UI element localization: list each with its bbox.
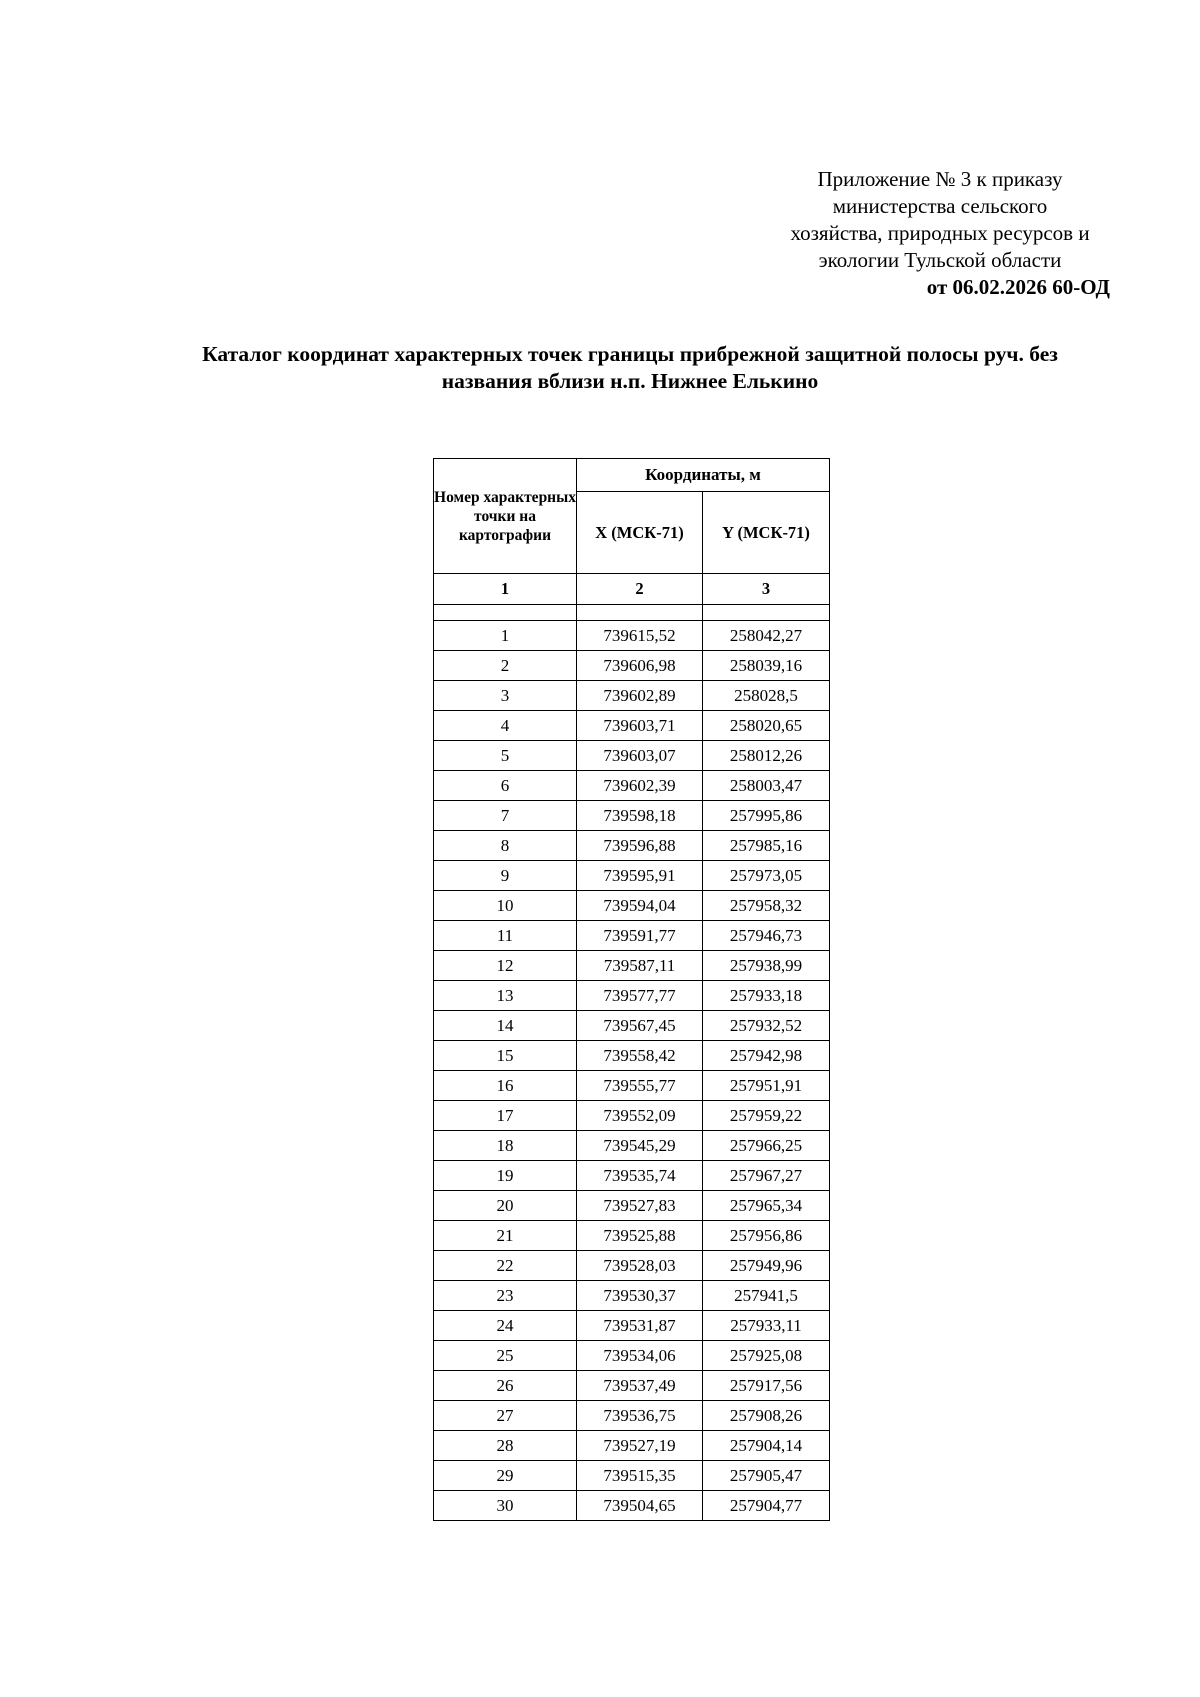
y-coordinate-cell: 257917,56 [703, 1371, 830, 1401]
point-number-cell: 17 [434, 1101, 577, 1131]
x-coordinate-cell: 739602,89 [577, 681, 703, 711]
table-row [434, 801, 830, 831]
y-coordinate-cell: 257905,47 [703, 1461, 830, 1491]
point-number-header: Номер характерных точки на картографии [434, 459, 577, 574]
point-number-cell: 24 [434, 1311, 577, 1341]
appendix-block [770, 166, 1110, 274]
y-coordinate-cell: 258012,26 [703, 741, 830, 771]
point-number-cell: 11 [434, 921, 577, 951]
point-number-cell: 9 [434, 861, 577, 891]
point-number-cell: 1 [434, 621, 577, 651]
y-coordinate-cell: 257904,14 [703, 1431, 830, 1461]
point-number-cell: 13 [434, 981, 577, 1011]
point-number-cell: 2 [434, 651, 577, 681]
x-coordinate-cell: 739535,74 [577, 1161, 703, 1191]
table-row [434, 1371, 830, 1401]
table-row [434, 1161, 830, 1191]
table-row [434, 1071, 830, 1101]
table-row [434, 1281, 830, 1311]
y-coordinate-cell: 257933,11 [703, 1311, 830, 1341]
x-column-header: X (МСК-71) [577, 492, 703, 574]
point-number-cell: 23 [434, 1281, 577, 1311]
y-coordinate-cell: 257941,5 [703, 1281, 830, 1311]
column-number: 1 [434, 574, 577, 605]
appendix-line: экологии Тульской области [818, 248, 1062, 272]
y-coordinate-cell: 257949,96 [703, 1251, 830, 1281]
y-coordinate-cell: 257959,22 [703, 1101, 830, 1131]
y-coordinate-cell: 257925,08 [703, 1341, 830, 1371]
x-coordinate-cell: 739545,29 [577, 1131, 703, 1161]
table-row [434, 621, 830, 651]
x-coordinate-cell: 739594,04 [577, 891, 703, 921]
table-row [434, 921, 830, 951]
x-coordinate-cell: 739558,42 [577, 1041, 703, 1071]
x-coordinate-cell: 739615,52 [577, 621, 703, 651]
point-number-cell: 29 [434, 1461, 577, 1491]
y-coordinate-cell: 257904,77 [703, 1491, 830, 1521]
point-number-cell: 10 [434, 891, 577, 921]
order-reference: от 06.02.2026 60-ОД [926, 275, 1110, 299]
y-coordinate-cell: 258042,27 [703, 621, 830, 651]
x-coordinate-cell: 739577,77 [577, 981, 703, 1011]
point-number-cell: 19 [434, 1161, 577, 1191]
y-coordinate-cell: 257932,52 [703, 1011, 830, 1041]
table-row [434, 711, 830, 741]
table-row [434, 861, 830, 891]
point-number-cell: 22 [434, 1251, 577, 1281]
table-row [434, 1131, 830, 1161]
point-number-cell: 16 [434, 1071, 577, 1101]
table-row [434, 1461, 830, 1491]
table-row [434, 651, 830, 681]
table-row [434, 1341, 830, 1371]
y-coordinate-cell: 258003,47 [703, 771, 830, 801]
point-number-cell: 4 [434, 711, 577, 741]
y-coordinate-cell: 257942,98 [703, 1041, 830, 1071]
y-coordinate-cell: 257985,16 [703, 831, 830, 861]
table-row [434, 831, 830, 861]
coordinates-table [433, 458, 830, 1521]
point-number-cell: 3 [434, 681, 577, 711]
y-coordinate-cell: 258039,16 [703, 651, 830, 681]
x-coordinate-cell: 739536,75 [577, 1401, 703, 1431]
x-coordinate-cell: 739603,07 [577, 741, 703, 771]
table-row [434, 1221, 830, 1251]
point-number-cell: 14 [434, 1011, 577, 1041]
x-coordinate-cell: 739595,91 [577, 861, 703, 891]
x-coordinate-cell: 739527,83 [577, 1191, 703, 1221]
y-coordinate-cell: 258028,5 [703, 681, 830, 711]
appendix-line: хозяйства, природных ресурсов и [790, 221, 1090, 245]
table-body [434, 605, 830, 1521]
x-coordinate-cell: 739530,37 [577, 1281, 703, 1311]
point-number-cell: 21 [434, 1221, 577, 1251]
document-title-line: названия вблизи н.п. Нижнее Елькино [441, 369, 819, 393]
x-coordinate-cell: 739527,19 [577, 1431, 703, 1461]
y-coordinate-cell: 257946,73 [703, 921, 830, 951]
x-coordinate-cell: 739606,98 [577, 651, 703, 681]
x-coordinate-cell: 739537,49 [577, 1371, 703, 1401]
table-row [434, 951, 830, 981]
point-number-cell: 25 [434, 1341, 577, 1371]
document-title [100, 341, 1160, 395]
point-number-cell: 28 [434, 1431, 577, 1461]
y-coordinate-cell: 257908,26 [703, 1401, 830, 1431]
table-row [434, 681, 830, 711]
point-number-cell: 26 [434, 1371, 577, 1401]
x-coordinate-cell: 739531,87 [577, 1311, 703, 1341]
point-number-cell: 8 [434, 831, 577, 861]
y-coordinate-cell: 257933,18 [703, 981, 830, 1011]
point-number-cell: 6 [434, 771, 577, 801]
point-number-cell: 5 [434, 741, 577, 771]
x-coordinate-cell: 739504,65 [577, 1491, 703, 1521]
y-coordinate-cell: 257995,86 [703, 801, 830, 831]
appendix-line: министерства сельского [832, 194, 1048, 218]
x-coordinate-cell: 739528,03 [577, 1251, 703, 1281]
y-coordinate-cell: 257965,34 [703, 1191, 830, 1221]
coordinates-header: Координаты, м [577, 459, 830, 492]
x-coordinate-cell: 739598,18 [577, 801, 703, 831]
appendix-line: Приложение № 3 к приказу [817, 167, 1063, 191]
x-coordinate-cell: 739596,88 [577, 831, 703, 861]
table-row [434, 1431, 830, 1461]
y-coordinate-cell: 257967,27 [703, 1161, 830, 1191]
y-coordinate-cell: 257951,91 [703, 1071, 830, 1101]
point-number-cell: 20 [434, 1191, 577, 1221]
table-row [434, 1311, 830, 1341]
column-number: 3 [703, 574, 830, 605]
y-coordinate-cell: 258020,65 [703, 711, 830, 741]
y-column-header: Y (МСК-71) [703, 492, 830, 574]
table-row [434, 1101, 830, 1131]
x-coordinate-cell: 739555,77 [577, 1071, 703, 1101]
y-coordinate-cell: 257966,25 [703, 1131, 830, 1161]
table-row [434, 741, 830, 771]
point-number-cell: 30 [434, 1491, 577, 1521]
point-number-cell: 12 [434, 951, 577, 981]
document-title-line: Каталог координат характерных точек границы прибрежной защитной полосы руч. без [202, 342, 1058, 366]
x-coordinate-cell: 739591,77 [577, 921, 703, 951]
y-coordinate-cell: 257938,99 [703, 951, 830, 981]
x-coordinate-cell: 739552,09 [577, 1101, 703, 1131]
x-coordinate-cell: 739603,71 [577, 711, 703, 741]
table-row [434, 981, 830, 1011]
y-coordinate-cell: 257956,86 [703, 1221, 830, 1251]
table-row [434, 1041, 830, 1071]
table-row [434, 1191, 830, 1221]
table-row [434, 1401, 830, 1431]
y-coordinate-cell: 257973,05 [703, 861, 830, 891]
x-coordinate-cell: 739567,45 [577, 1011, 703, 1041]
spacer-row [434, 605, 830, 621]
point-number-cell: 18 [434, 1131, 577, 1161]
y-coordinate-cell: 257958,32 [703, 891, 830, 921]
point-number-cell: 7 [434, 801, 577, 831]
table-row [434, 771, 830, 801]
point-number-cell: 27 [434, 1401, 577, 1431]
column-number: 2 [577, 574, 703, 605]
x-coordinate-cell: 739602,39 [577, 771, 703, 801]
point-number-cell: 15 [434, 1041, 577, 1071]
table-row [434, 1011, 830, 1041]
table-row [434, 891, 830, 921]
table-row [434, 1251, 830, 1281]
x-coordinate-cell: 739534,06 [577, 1341, 703, 1371]
x-coordinate-cell: 739515,35 [577, 1461, 703, 1491]
x-coordinate-cell: 739587,11 [577, 951, 703, 981]
table-row [434, 1491, 830, 1521]
x-coordinate-cell: 739525,88 [577, 1221, 703, 1251]
